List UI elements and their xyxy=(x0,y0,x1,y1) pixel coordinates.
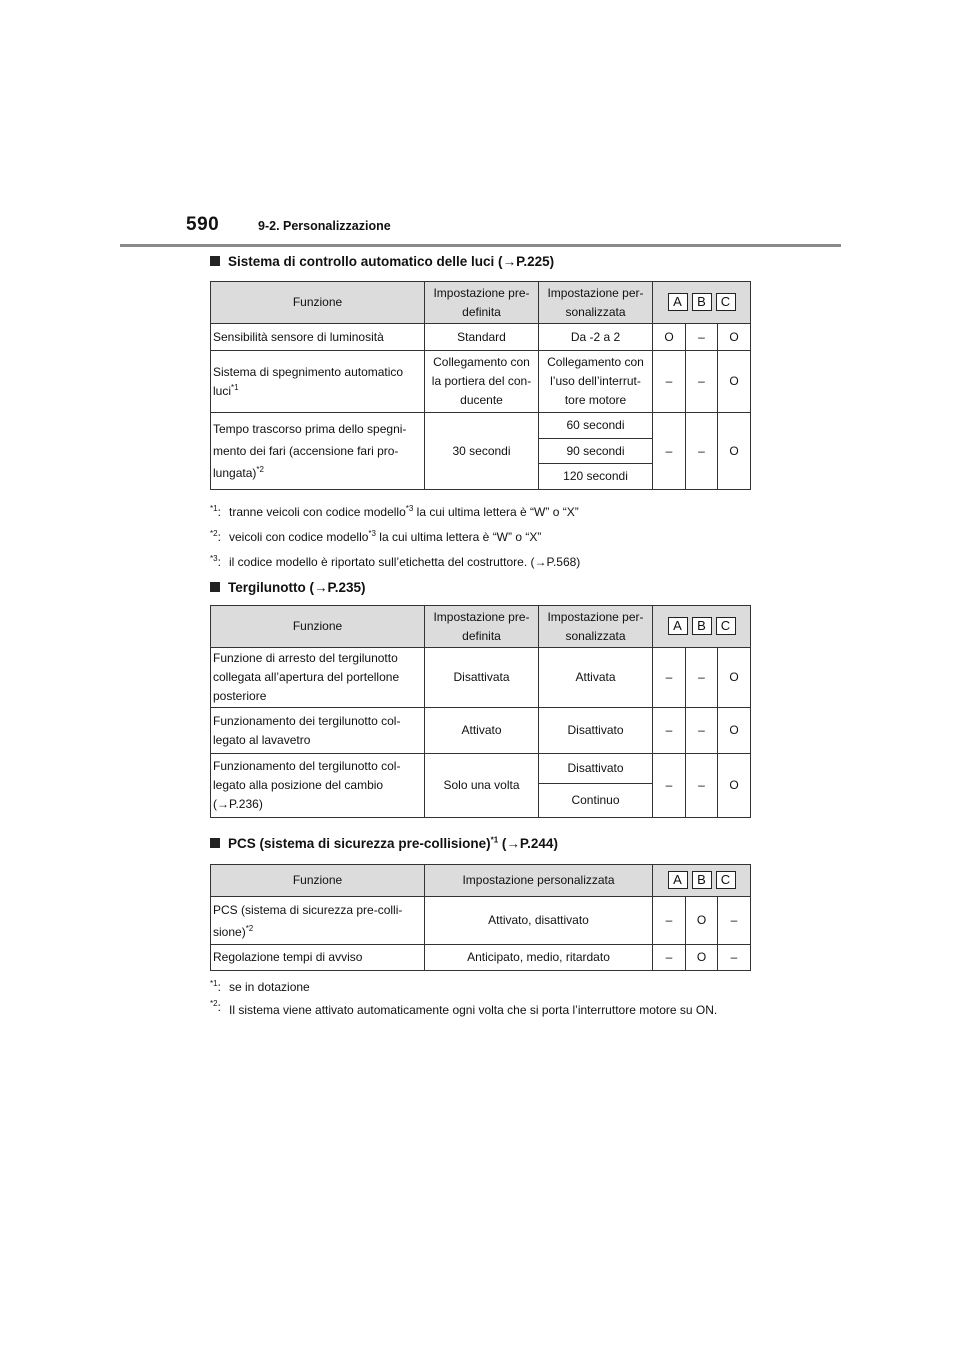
letter-box-a: A xyxy=(668,293,688,311)
table-row: Tempo trascorso prima dello spegni- mento dei fari (accensione fari pro- lungata)$^{*2}$ 30 secondi 60 secondi – – O xyxy=(211,413,751,439)
page-reference: P.235) xyxy=(327,580,366,595)
letter-box-b: B xyxy=(692,871,712,889)
table-row: Funzionamento del tergilunotto col- legato alla posizione del cambio (→P.236) Solo una volta Disattivato – – O xyxy=(211,754,751,784)
letter-box-a: A xyxy=(668,617,688,635)
header-divider xyxy=(120,244,841,247)
square-bullet-icon xyxy=(210,256,220,266)
col-header-custom: Impostazione personalizzata xyxy=(425,865,653,897)
table-row: Funzione di arresto del tergilunotto collegata all’apertura del portellone posteriore Disattivata Attivata – – O xyxy=(211,648,751,708)
page-reference: P.225) xyxy=(516,254,555,269)
col-header-default: Impostazione pre- definita xyxy=(425,606,539,648)
table-row: Sensibilità sensore di luminosità Standard Da -2 a 2 O – O xyxy=(211,324,751,351)
footnote-pcs-2: $^{*2}$: Il sistema viene attivato automaticamente ogni volta che si porta l’interruttore motore su ON. xyxy=(210,999,718,1017)
col-header-function: Funzione xyxy=(211,282,425,324)
letter-box-b: B xyxy=(692,293,712,311)
footnote-3: $^{*3}$: il codice modello è riportato sull’etichetta del costruttore. (→P.568) xyxy=(210,554,581,569)
col-header-custom: Impostazione per- sonalizzata xyxy=(539,606,653,648)
page-number: 590 xyxy=(186,214,220,235)
letter-box-c: C xyxy=(716,871,736,889)
col-header-function: Funzione xyxy=(211,865,425,897)
table-header-row xyxy=(211,282,751,324)
table-row: Funzionamento dei tergilunotto col- legato al lavavetro Attivato Disattivato – – O xyxy=(211,708,751,754)
footnote-pcs-1: $^{*1}$: se in dotazione xyxy=(210,979,310,994)
table-light-control xyxy=(210,281,751,490)
section-title-pcs: PCS (sistema di sicurezza pre-collisione)$^{*1}$ (→P.244) xyxy=(210,836,558,851)
col-header-function: Funzione xyxy=(211,606,425,648)
letter-box-c: C xyxy=(716,293,736,311)
square-bullet-icon xyxy=(210,838,220,848)
letter-box-a: A xyxy=(668,871,688,889)
section-title-rear-wiper: Tergilunotto (→P.235) xyxy=(210,580,366,595)
letter-box-c: C xyxy=(716,617,736,635)
col-header-default: Impostazione pre- definita xyxy=(425,282,539,324)
table-header-row xyxy=(211,865,751,897)
chapter-title: 9-2. Personalizzazione xyxy=(258,219,391,233)
table-rear-wiper xyxy=(210,605,751,818)
col-header-abc xyxy=(653,865,751,897)
col-header-abc xyxy=(653,282,751,324)
table-row: Sistema di spegnimento automatico luci$^{*1}$ Collegamento con la portiera del con- ducente Collegamento con l’uso dell’interrut- tore motore – – O xyxy=(211,351,751,413)
footnote-2: $^{*2}$: veicoli con codice modello$^{*3}$ la cui ultima lettera è “W” o “X” xyxy=(210,529,542,544)
table-row: PCS (sistema di sicurezza pre-colli- sione)$^{*2}$ Attivato, disattivato – O – xyxy=(211,897,751,945)
page-reference: P.244) xyxy=(519,836,558,851)
table-pcs xyxy=(210,864,751,971)
col-header-custom: Impostazione per- sonalizzata xyxy=(539,282,653,324)
table-header-row xyxy=(211,606,751,648)
table-row: Regolazione tempi di avviso Anticipato, medio, ritardato – O – xyxy=(211,945,751,971)
table-row: 120 secondi xyxy=(211,464,751,490)
table-row: Continuo xyxy=(211,784,751,818)
section-title-light-control: Sistema di controllo automatico delle luci (→P.225) xyxy=(210,254,554,269)
square-bullet-icon xyxy=(210,582,220,592)
footnote-1: $^{*1}$: tranne veicoli con codice modello$^{*3}$ la cui ultima lettera è “W” o “X” xyxy=(210,504,579,519)
table-row: 90 secondi xyxy=(211,439,751,464)
letter-box-b: B xyxy=(692,617,712,635)
col-header-abc xyxy=(653,606,751,648)
